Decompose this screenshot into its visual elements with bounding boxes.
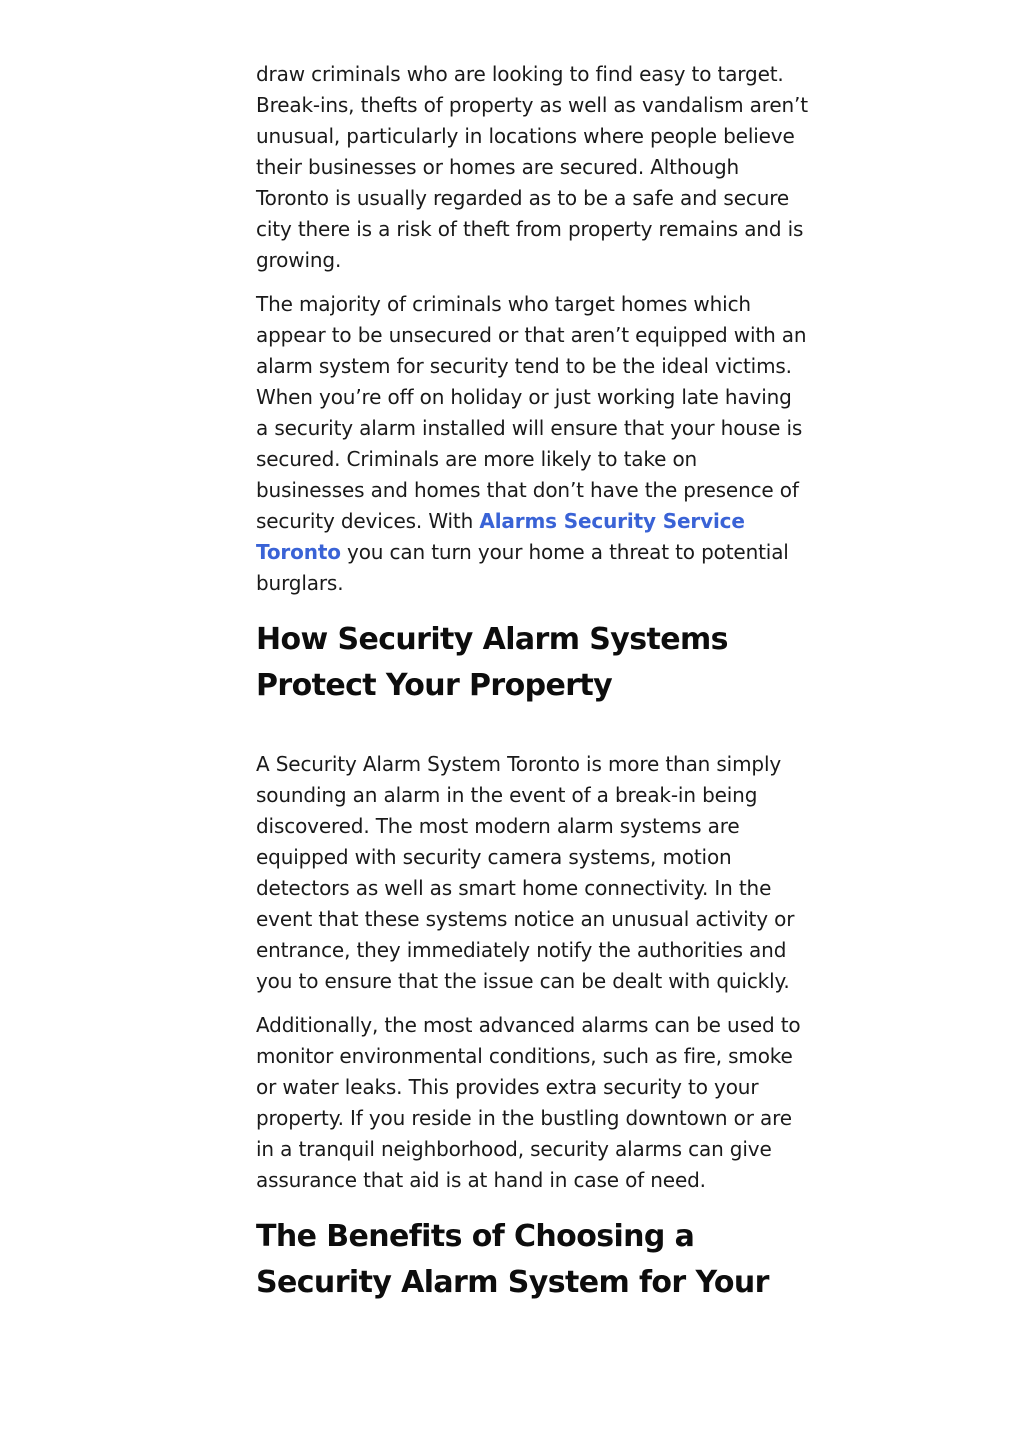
paragraph-alarm-system-features: A Security Alarm System Toronto is more than simply sounding an alarm in the event of a break-in being discovered. The most modern alarm systems are equipped with security camera systems, motion detectors as well as smart home connectivity. In the event that these systems notice an unusual activity or entrance, they immediately notify the authorities and you to ensure that the issue can be dealt with quickly. <box>256 752 795 993</box>
paragraph-text-before-link: The majority of criminals who target homes which appear to be unsecured or that aren’t equipped with an alarm system for security tend to be the ideal victims. When you’re off on holiday or just working late having a security alarm installed will ensure that your house is secured. Criminals are more likely to take on businesses and homes that don’t have the presence of security devices. With <box>256 292 807 533</box>
paragraph-text-after-link: you can turn your home a threat to potential burglars. <box>256 540 789 595</box>
heading-how-alarms-protect: How Security Alarm Systems Protect Your Property <box>256 622 728 703</box>
article-body <box>256 59 808 1306</box>
heading-benefits: The Benefits of Choosing a Security Alarm System for Your <box>256 1219 769 1300</box>
paragraph-environmental-monitoring: Additionally, the most advanced alarms can be used to monitor environmental conditions, such as fire, smoke or water leaks. This provides extra security to your property. If you reside in the bustling downtown or are in a tranquil neighborhood, security alarms can give assurance that aid is at hand in case of need. <box>256 1013 801 1192</box>
paragraph-criminals-target: draw criminals who are looking to find easy to target. Break-ins, thefts of property as well as vandalism aren’t unusual, particularly in locations where people believe their businesses or homes are secured. Although Toronto is usually regarded as to be a safe and secure city there is a risk of theft from property remains and is growing. <box>256 62 808 272</box>
paragraph-unsecured-homes <box>256 289 808 599</box>
alarms-security-service-link[interactable]: Alarms Security Service Toronto <box>256 509 745 564</box>
